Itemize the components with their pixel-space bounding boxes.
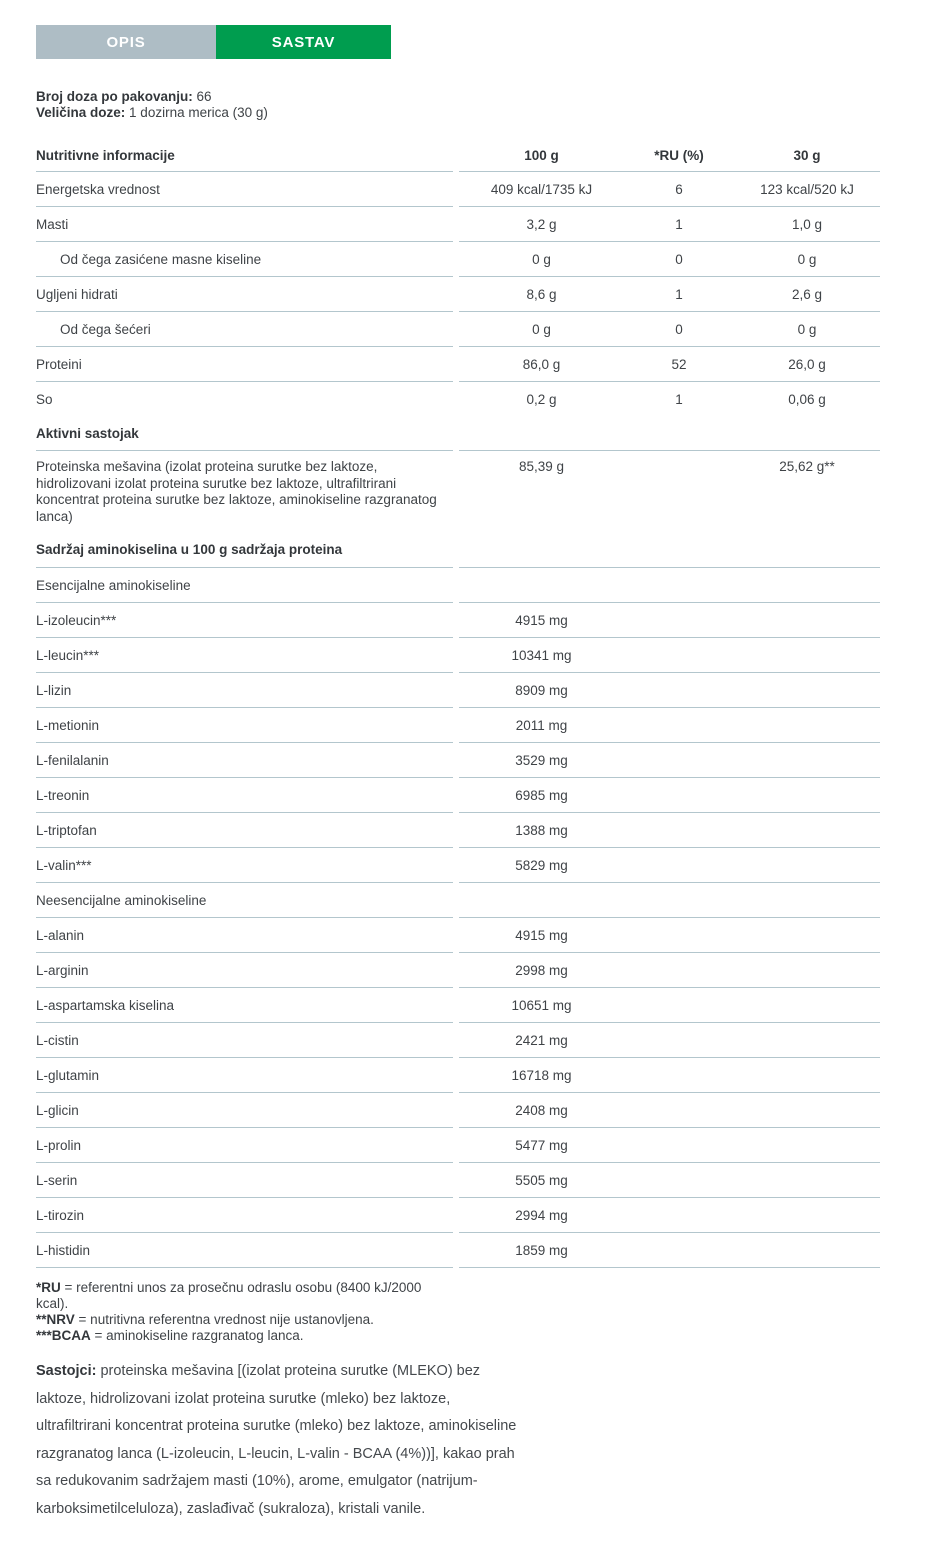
table-row: [36, 207, 880, 242]
row-label: Od čega šećeri: [36, 312, 453, 347]
row-value-ru: 52: [671, 356, 687, 372]
amino-value: 5477 mg: [515, 1137, 568, 1153]
amino-value: 10341 mg: [511, 647, 572, 663]
row-value-100g: 8,6 g: [526, 286, 557, 302]
amino-row: [36, 1233, 880, 1268]
amino-value: 4915 mg: [515, 927, 568, 943]
serving-size-label: Veličina doze:: [36, 105, 126, 120]
servings-per-pack: [36, 89, 950, 105]
row-value-ru: 0: [675, 321, 683, 337]
row-label: Proteini: [36, 347, 453, 382]
amino-name: L-treonin: [36, 778, 453, 813]
amino-acids-heading-row: [36, 531, 880, 568]
amino-name: L-tirozin: [36, 1198, 453, 1233]
row-value-100g: 0 g: [532, 321, 551, 337]
row-value-30g: 0 g: [797, 321, 817, 337]
table-row: [36, 382, 880, 417]
amino-row: [36, 638, 880, 673]
tab-bar: [36, 25, 950, 59]
nutrition-table: [36, 140, 880, 1268]
row-value-30g: 26,0 g: [788, 356, 826, 372]
amino-name: L-alanin: [36, 918, 453, 953]
table-row: [36, 242, 880, 277]
header-col-100g: 100 g: [524, 148, 559, 163]
amino-name: L-metionin: [36, 708, 453, 743]
amino-name: L-aspartamska kiselina: [36, 988, 453, 1023]
row-value-30g: 1,0 g: [791, 216, 823, 232]
active-ingredient-heading: Aktivni sastojak: [36, 417, 453, 451]
table-row: [36, 312, 880, 347]
servings-value: 66: [196, 89, 212, 104]
dose-info: [36, 89, 950, 121]
tab-sastav[interactable]: SASTAV: [216, 25, 391, 59]
amino-name: L-glutamin: [36, 1058, 453, 1093]
essential-heading: Esencijalne aminokiseline: [36, 568, 453, 603]
row-value-100g: 409 kcal/1735 kJ: [490, 181, 593, 197]
nonessential-heading: Neesencijalne aminokiseline: [36, 883, 453, 918]
amino-value: 2011 mg: [515, 717, 568, 733]
amino-value: 2998 mg: [515, 962, 568, 978]
table-row: [36, 172, 880, 207]
footnotes: [36, 1280, 428, 1344]
amino-row: [36, 673, 880, 708]
row-value-30g: 2,6 g: [791, 286, 823, 302]
amino-row: [36, 918, 880, 953]
amino-row: [36, 1198, 880, 1233]
amino-row: [36, 813, 880, 848]
ingredients-text: proteinska mešavina [(izolat proteina surutke (MLEKO) bez laktoze, hidrolizovani izolat proteina surutke (mleko) bez laktoze, ultrafiltrirani koncentrat proteina surutke (mleko) bez laktoze, aminokiseline razgranatog lanca (L-izoleucin, L-leucin, L-valin - BCAA (4%))], kakao prah sa redukovanim sadržajem masti (10%), arome, emulgator (natrijum-karboksimetilceluloza), zaslađivač (sukraloza), kristali vanile.: [36, 1363, 517, 1517]
serving-size: [36, 105, 950, 121]
amino-name: L-valin***: [36, 848, 453, 883]
row-value-100g: 0,2 g: [526, 392, 557, 407]
header-name: Nutritivne informacije: [36, 140, 453, 172]
active-ingredient-value-100g: 85,39 g: [518, 459, 565, 474]
amino-acids-heading: Sadržaj aminokiselina u 100 g sadržaja proteina: [36, 531, 453, 568]
footnote-text: = nutritivna referentna vrednost nije ustanovljena.: [78, 1312, 374, 1327]
amino-value: 2408 mg: [515, 1102, 568, 1118]
amino-value: 8909 mg: [515, 682, 568, 698]
row-label: Masti: [36, 207, 453, 242]
ingredients-label: Sastojci:: [36, 1363, 97, 1379]
amino-row: [36, 1058, 880, 1093]
amino-name: L-glicin: [36, 1093, 453, 1128]
amino-name: L-leucin***: [36, 638, 453, 673]
serving-size-value: 1 dozirna merica (30 g): [129, 105, 268, 120]
amino-row: [36, 1093, 880, 1128]
header-col-30g: 30 g: [793, 148, 821, 163]
row-value-ru: 1: [675, 392, 683, 407]
row-value-ru: 1: [675, 216, 683, 232]
row-label: So: [36, 392, 53, 407]
amino-value: 16718 mg: [511, 1067, 572, 1083]
amino-row: [36, 1128, 880, 1163]
row-value-100g: 0 g: [532, 251, 551, 267]
row-value-ru: 0: [675, 251, 683, 267]
amino-row: [36, 848, 880, 883]
row-value-100g: 86,0 g: [522, 356, 561, 372]
row-value-ru: 1: [675, 286, 683, 302]
footnote-term: ***BCAA: [36, 1328, 91, 1343]
footnote-term: **NRV: [36, 1312, 75, 1327]
amino-value: 5505 mg: [515, 1172, 568, 1188]
servings-label: Broj doza po pakovanju:: [36, 89, 193, 104]
row-value-30g: 0 g: [797, 251, 817, 267]
amino-name: L-prolin: [36, 1128, 453, 1163]
row-label: Ugljeni hidrati: [36, 277, 453, 312]
amino-row: [36, 953, 880, 988]
amino-name: L-izoleucin***: [36, 603, 453, 638]
table-row: [36, 277, 880, 312]
row-value-30g: 0,06 g: [788, 392, 826, 407]
amino-name: L-arginin: [36, 953, 453, 988]
amino-value: 5829 mg: [515, 857, 568, 873]
amino-name: L-lizin: [36, 673, 453, 708]
ingredients-paragraph: [36, 1358, 518, 1523]
active-ingredient-heading-row: [36, 417, 880, 451]
row-label: Od čega zasićene masne kiseline: [36, 242, 453, 277]
row-label: Energetska vrednost: [36, 172, 453, 207]
table-row: [36, 347, 880, 382]
amino-row: [36, 1023, 880, 1058]
amino-name: L-cistin: [36, 1023, 453, 1058]
amino-value: 6985 mg: [515, 787, 568, 803]
amino-row: [36, 603, 880, 638]
header-col-ru: *RU (%): [654, 148, 704, 163]
footnote-ru: [36, 1280, 428, 1312]
amino-row: [36, 743, 880, 778]
footnote-nrv: [36, 1312, 428, 1328]
amino-row: [36, 708, 880, 743]
footnote-bcaa: [36, 1328, 428, 1344]
amino-value: 1859 mg: [515, 1242, 568, 1258]
nonessential-heading-row: [36, 883, 880, 918]
amino-value: 4915 mg: [515, 612, 568, 628]
footnote-term: *RU: [36, 1280, 61, 1295]
amino-name: L-fenilalanin: [36, 743, 453, 778]
row-value-ru: 6: [675, 181, 683, 197]
tab-opis[interactable]: OPIS: [36, 25, 216, 59]
active-ingredient-label: Proteinska mešavina (izolat proteina surutke bez laktoze, hidrolizovani izolat proteina surutke bez laktoze, ultrafiltrirani koncentrat proteina surutke bez laktoze, aminokiseline razgranatog lanca): [36, 459, 437, 524]
essential-heading-row: [36, 568, 880, 603]
active-ingredient-value-30g: 25,62 g**: [779, 459, 835, 474]
row-value-100g: 3,2 g: [526, 216, 557, 232]
amino-value: 2994 mg: [515, 1207, 568, 1223]
amino-value: 3529 mg: [515, 752, 568, 768]
amino-row: [36, 988, 880, 1023]
nutrition-table-header: [36, 140, 880, 172]
amino-value: 10651 mg: [511, 997, 572, 1013]
row-value-30g: 123 kcal/520 kJ: [760, 181, 854, 197]
footnote-text: = referentni unos za prosečnu odraslu osobu (8400 kJ/2000 kcal).: [36, 1280, 422, 1311]
amino-name: L-triptofan: [36, 813, 453, 848]
amino-value: 2421 mg: [515, 1032, 568, 1048]
active-ingredient-row: [36, 451, 880, 531]
amino-row: [36, 778, 880, 813]
amino-value: 1388 mg: [515, 822, 568, 838]
footnote-text: = aminokiseline razgranatog lanca.: [94, 1328, 304, 1343]
amino-name: L-histidin: [36, 1233, 453, 1268]
amino-name: L-serin: [36, 1163, 453, 1198]
amino-row: [36, 1163, 880, 1198]
